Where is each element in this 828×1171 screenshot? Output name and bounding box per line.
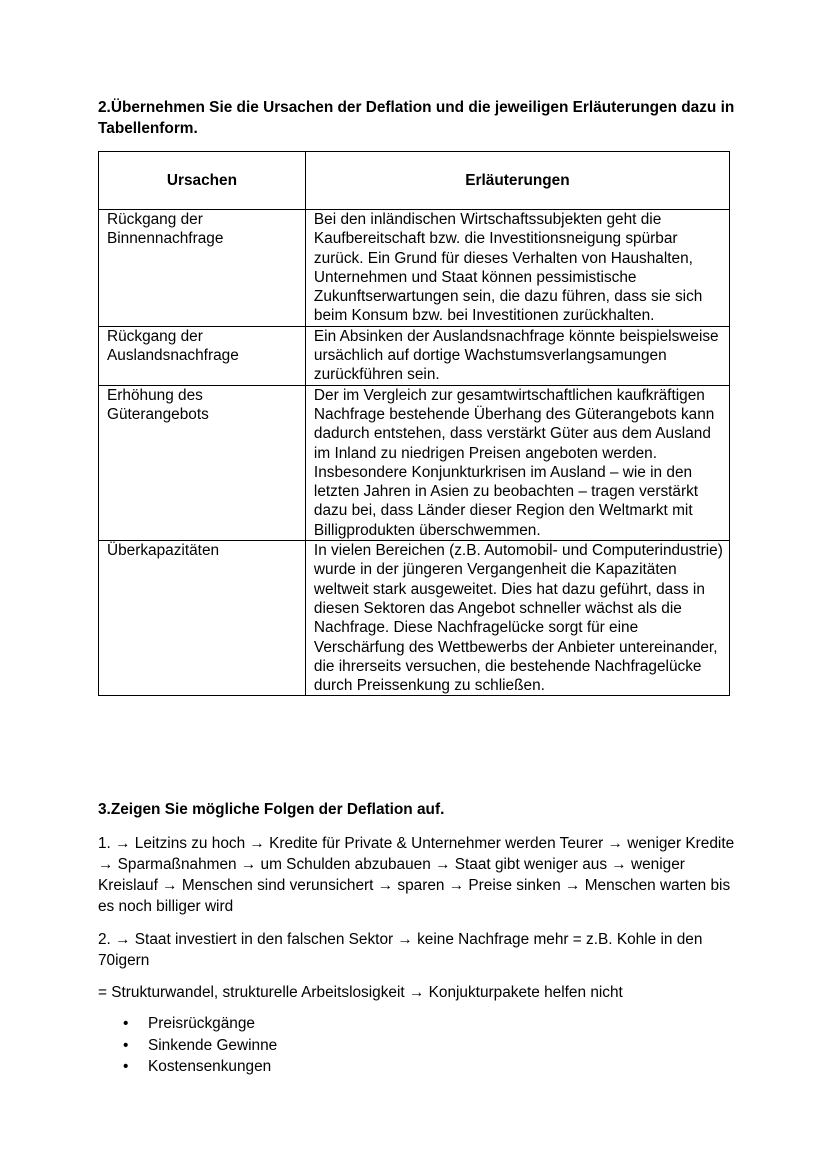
explanation-cell: Ein Absinken der Auslandsnachfrage könnte beispielsweise ursächlich auf dortige Wachstumsverlangsamungen zurückführen sein.: [305, 326, 729, 385]
consequences-paragraph-1: 1. → Leitzins zu hoch → Kredite für Private & Unternehmer werden Teurer → weniger Kredite → Sparmaßnahmen → um Schulden abzubauen → Staat gibt weniger aus → weniger Kreislauf → Menschen sind verunsichert → sparen → Preise sinken → Menschen warten bis es noch billiger wird: [98, 835, 735, 915]
table-row: [99, 326, 730, 385]
list-item: [98, 1056, 277, 1078]
consequences-paragraph-2: 2. → Staat investiert in den falschen Sektor → keine Nachfrage mehr = z.B. Kohle in den 70igern: [98, 931, 703, 969]
list-item: [98, 1013, 277, 1035]
list-item-text: Kostensenkungen: [148, 1058, 272, 1075]
table-row: [99, 541, 730, 696]
header-ursachen: Ursachen: [99, 152, 306, 210]
bullet-icon: •: [123, 1058, 129, 1075]
consequences-bullet-list: [98, 1013, 277, 1078]
explanation-cell: Bei den inländischen Wirtschaftssubjekten geht die Kaufbereitschaft bzw. die Investitionsneigung spürbar zurück. Ein Grund für dieses Verhalten von Haushalten, Unternehmen und Staat können pessimistische Zukunftserwartungen sein, die dazu führen, dass sie sich beim Konsum bzw. bei Investitionen zurückhalten.: [305, 210, 729, 327]
bullet-icon: •: [123, 1036, 129, 1054]
section-3-heading: 3.Zeigen Sie mögliche Folgen der Deflation auf.: [98, 801, 445, 818]
cause-cell: Rückgang der Auslandsnachfrage: [99, 326, 306, 385]
bullet-icon: •: [123, 1015, 129, 1032]
causes-table: [98, 151, 730, 696]
cause-cell: Erhöhung des Güterangebots: [99, 385, 306, 540]
table-row: [99, 385, 730, 540]
list-item: [98, 1035, 277, 1057]
header-erlaeuterungen: Erläuterungen: [305, 152, 729, 210]
consequences-paragraph-3: = Strukturwandel, strukturelle Arbeitslosigkeit → Konjukturpakete helfen nicht: [98, 984, 623, 1001]
list-item-text: Preisrückgänge: [148, 1015, 255, 1032]
list-item-text: Sinkende Gewinne: [148, 1036, 278, 1054]
section-2-heading: 2.Übernehmen Sie die Ursachen der Deflation und die jeweiligen Erläuterungen dazu in Tabellenform.: [98, 99, 735, 137]
table-row: [99, 210, 730, 327]
cause-cell: Rückgang der Binnennachfrage: [99, 210, 306, 327]
explanation-cell: In vielen Bereichen (z.B. Automobil- und Computerindustrie) wurde in der jüngeren Vergangenheit die Kapazitäten weltweit stark ausgeweitet. Dies hat dazu geführt, dass in diesen Sektoren das Angebot schneller wächst als die Nachfrage. Diese Nachfragelücke sorgt für eine Verschärfung des Wettbewerbs der Anbieter untereinander, die ihrerseits versuchen, die bestehende Nachfragelücke durch Preissenkung zu schließen.: [305, 541, 729, 696]
table-header-row: [99, 152, 730, 210]
cause-cell: Überkapazitäten: [99, 541, 306, 696]
explanation-cell: Der im Vergleich zur gesamtwirtschaftlichen kaufkräftigen Nachfrage bestehende Überhang des Güterangebots kann dadurch entstehen, dass verstärkt Güter aus dem Ausland im Inland zu niedrigen Preisen angeboten werden. Insbesondere Konjunkturkrisen im Ausland – wie in den letzten Jahren in Asien zu beobachten – tragen verstärkt dazu bei, dass Länder dieser Region den Weltmarkt mit Billigprodukten überschwemmen.: [305, 385, 729, 540]
